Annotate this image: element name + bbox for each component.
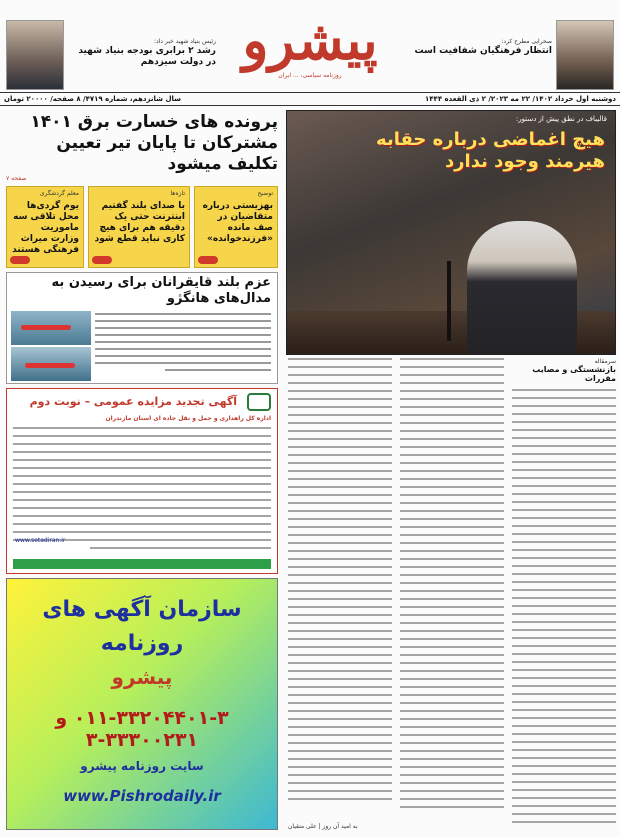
electricity-headline[interactable]: پرونده های خسارت برق ۱۴۰۱ مشترکان تا پایان تیر تعیین تکلیف میشود	[30, 112, 278, 174]
article-column-1	[512, 358, 616, 832]
kayak-shape	[25, 363, 75, 368]
box-welfare-badge	[198, 256, 218, 264]
sports-title: عزم بلند قایقرانان برای رسیدن به مدال‌های هانگژو	[51, 275, 271, 306]
newspaper-ad[interactable]	[6, 578, 278, 830]
sports-photo-bottom	[11, 347, 91, 381]
newspaper-logo: پیشرو	[242, 8, 378, 72]
editorial-article[interactable]	[286, 358, 616, 832]
box-tourism-label: معلم گردشگری	[39, 190, 79, 197]
article-kicker: سرمقاله	[594, 358, 616, 365]
dateline-date: دوشنبه اول خرداد ۱۴۰۲/ ۲۲ مه ۲۰۲۳/ ۲ ذی القعده ۱۴۴۴	[425, 95, 616, 103]
header-left-photo	[6, 20, 64, 90]
box-welfare-label: توضیح	[257, 190, 273, 197]
auction-body	[13, 427, 271, 551]
road-authority-emblem-icon	[247, 393, 271, 411]
box-tourism-badge	[10, 256, 30, 264]
ad-line1: سازمان آگهی های	[42, 597, 242, 622]
ad-line2: روزنامه	[100, 631, 184, 656]
article-author: به امید آن روز | علی متقیان	[288, 823, 358, 830]
auction-site[interactable]: www.setadiran.ir	[15, 537, 66, 544]
header-left-story[interactable]	[66, 38, 216, 68]
sports-photo-top	[11, 311, 91, 345]
header-right-kicker: صحرایی مطرح کرد:	[501, 38, 552, 45]
auction-footer-bar	[13, 559, 271, 569]
box-tourism[interactable]	[6, 186, 84, 268]
box-internet-text: با صدای بلند گفتیم اینترنت حتی یک دقیقه هم برای هیچ کاری نباید قطع شود	[94, 201, 185, 244]
electricity-page-ref: صفحه ۷	[6, 175, 27, 182]
header-left-headline: رشد ۲ برابری بودجه بنیاد شهید در دولت سیزدهم	[78, 46, 216, 67]
header-right-headline: انتظار فرهنگیان شفافیت است	[414, 46, 552, 56]
dateline	[0, 92, 620, 106]
sports-story[interactable]	[6, 272, 278, 384]
header-left-kicker: رئیس بنیاد شهید خبر داد:	[153, 38, 216, 45]
box-internet[interactable]	[88, 186, 190, 268]
header-right-story[interactable]	[406, 38, 552, 57]
sports-body	[95, 313, 271, 381]
box-tourism-text: یوم گردی‌ها محل تلاقی سه ماموریت وزارت میراث فرهنگی هستند	[12, 201, 79, 255]
article-title: بازنشستگی و مصایب مقررات	[532, 365, 616, 383]
tagline: روزنامه سیاسی، ... ایران	[278, 72, 342, 79]
header-right-photo	[556, 20, 614, 90]
box-welfare-text: بهزیستی درباره متقاضیان در صف مانده «فرزندخوانده»	[202, 201, 273, 244]
lead-story[interactable]	[286, 110, 616, 355]
lead-kicker: قالیباف در نطق پیش از دستور:	[515, 115, 607, 123]
box-internet-label: تازه‌ها	[170, 190, 185, 197]
article-column-2	[400, 358, 504, 832]
ad-phone: ۰۱۱-۳۳۲۰۴۴۰۱-۳ و ۳۳۳۰۰۲۳۱-۳	[55, 707, 229, 751]
kayak-shape	[21, 325, 71, 330]
dateline-issue: سال شانزدهم، شماره ۴۷۱۹/ ۸ صفحه/ ۲۰۰۰۰ تومان	[4, 95, 182, 103]
masthead	[225, 8, 395, 88]
article-column-3	[288, 358, 392, 832]
lead-photo-person	[467, 221, 577, 355]
ad-url[interactable]: www.Pishrodaily.ir	[63, 787, 221, 805]
box-internet-badge	[92, 256, 112, 264]
box-welfare[interactable]	[194, 186, 278, 268]
lead-photo-microphone	[447, 261, 451, 341]
auction-notice[interactable]	[6, 388, 278, 574]
auction-subtitle: اداره کل راهداری و حمل و نقل جاده ای استان مازندران	[105, 415, 271, 422]
ad-line3: پیشرو	[111, 665, 173, 689]
auction-title: آگهی تجدید مزایده عمومی – نوبت دوم	[29, 395, 237, 408]
lead-title: هیچ اغماضی درباره حقابه هیرمند وجود ندارد	[376, 129, 605, 172]
ad-site-label: سایت روزنامه پیشرو	[80, 759, 204, 773]
